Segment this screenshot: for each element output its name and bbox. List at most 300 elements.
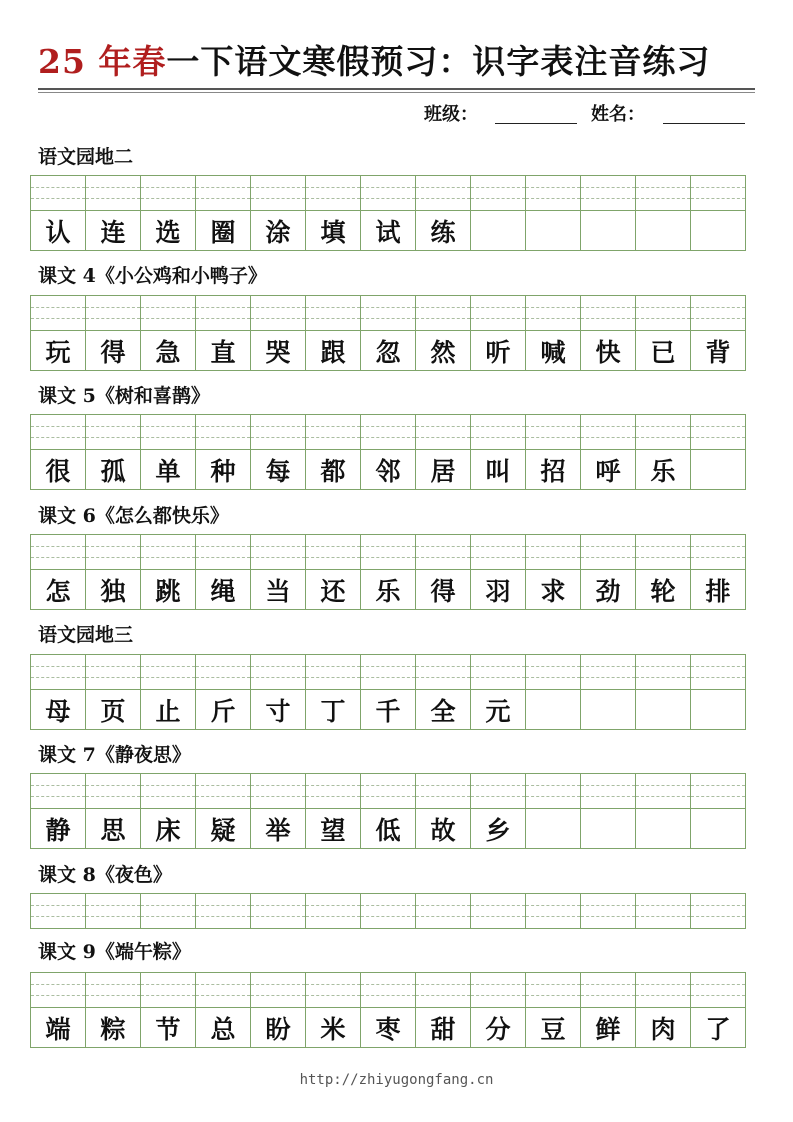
pinyin-writing-box[interactable] xyxy=(196,414,250,450)
pinyin-writing-box[interactable] xyxy=(196,654,250,690)
grid-cell xyxy=(31,295,86,371)
hanzi-char: 得 xyxy=(86,331,140,371)
pinyin-writing-box[interactable] xyxy=(251,972,305,1008)
pinyin-writing-box[interactable] xyxy=(691,893,745,929)
pinyin-writing-box[interactable] xyxy=(636,175,690,211)
pinyin-writing-box[interactable] xyxy=(691,534,745,570)
pinyin-writing-box[interactable] xyxy=(86,972,140,1008)
grid-cell xyxy=(196,773,251,849)
grid-cell xyxy=(31,773,86,849)
pinyin-writing-box[interactable] xyxy=(306,654,360,690)
pinyin-writing-box[interactable] xyxy=(251,893,305,929)
pinyin-writing-box[interactable] xyxy=(361,893,415,929)
grid-cell xyxy=(581,972,636,1048)
hanzi-char: 页 xyxy=(86,690,140,730)
pinyin-writing-box[interactable] xyxy=(636,414,690,450)
grid-cell xyxy=(526,175,581,251)
grid-cell xyxy=(251,175,306,251)
pinyin-writing-box[interactable] xyxy=(141,893,195,929)
pinyin-writing-box[interactable] xyxy=(196,972,250,1008)
hanzi-char xyxy=(691,211,745,251)
hanzi-char: 母 xyxy=(31,690,85,730)
grid-cell xyxy=(251,414,306,490)
pinyin-writing-box[interactable] xyxy=(141,972,195,1008)
pinyin-writing-box[interactable] xyxy=(196,773,250,809)
pinyin-writing-box[interactable] xyxy=(306,972,360,1008)
grid-cell xyxy=(691,175,746,251)
grid-cell xyxy=(86,414,141,490)
hanzi-char: 当 xyxy=(251,570,305,610)
pinyin-writing-box[interactable] xyxy=(471,893,525,929)
hanzi-char: 甜 xyxy=(416,1008,470,1048)
pinyin-writing-box[interactable] xyxy=(581,175,635,211)
pinyin-writing-box[interactable] xyxy=(471,175,525,211)
pinyin-writing-box[interactable] xyxy=(691,175,745,211)
hanzi-char: 豆 xyxy=(526,1008,580,1048)
hanzi-char xyxy=(636,809,690,849)
pinyin-writing-box[interactable] xyxy=(361,414,415,450)
hanzi-char: 静 xyxy=(31,809,85,849)
hanzi-char: 丁 xyxy=(306,690,360,730)
grid-cell xyxy=(251,534,306,610)
grid-cell xyxy=(306,893,361,929)
grid-cell xyxy=(526,654,581,730)
pinyin-writing-box[interactable] xyxy=(361,654,415,690)
pinyin-writing-box[interactable] xyxy=(196,295,250,331)
grid-cell xyxy=(306,773,361,849)
hanzi-char: 思 xyxy=(86,809,140,849)
hanzi-char: 快 xyxy=(581,331,635,371)
grid-cell xyxy=(306,175,361,251)
pinyin-writing-box[interactable] xyxy=(31,414,85,450)
hanzi-char: 听 xyxy=(471,331,525,371)
grid-cell xyxy=(416,654,471,730)
pinyin-writing-box[interactable] xyxy=(416,295,470,331)
practice-grid xyxy=(30,654,746,730)
practice-grid xyxy=(30,414,746,490)
hanzi-char: 乡 xyxy=(471,809,525,849)
pinyin-writing-box[interactable] xyxy=(471,773,525,809)
hanzi-char: 元 xyxy=(471,690,525,730)
grid-cell xyxy=(526,972,581,1048)
pinyin-writing-box[interactable] xyxy=(251,414,305,450)
pinyin-writing-box[interactable] xyxy=(526,175,580,211)
grid-cell xyxy=(581,654,636,730)
grid-cell xyxy=(416,972,471,1048)
hanzi-char xyxy=(526,690,580,730)
pinyin-writing-box[interactable] xyxy=(636,893,690,929)
pinyin-writing-box[interactable] xyxy=(636,972,690,1008)
grid-cell xyxy=(306,534,361,610)
pinyin-writing-box[interactable] xyxy=(361,295,415,331)
pinyin-writing-box[interactable] xyxy=(691,972,745,1008)
grid-cell xyxy=(416,893,471,929)
grid-cell xyxy=(636,414,691,490)
grid-cell xyxy=(526,534,581,610)
hanzi-char: 圈 xyxy=(196,211,250,251)
practice-grid xyxy=(30,773,746,849)
grid-cell xyxy=(416,414,471,490)
pinyin-writing-box[interactable] xyxy=(526,773,580,809)
grid-cell xyxy=(416,773,471,849)
hanzi-char: 直 xyxy=(196,331,250,371)
hanzi-char xyxy=(581,211,635,251)
hanzi-char: 枣 xyxy=(361,1008,415,1048)
hanzi-char: 叫 xyxy=(471,450,525,490)
grid-cell xyxy=(691,534,746,610)
section-heading: 课文 5《树和喜鹊》 xyxy=(38,385,210,407)
pinyin-writing-box[interactable] xyxy=(581,654,635,690)
practice-grid xyxy=(30,175,746,251)
grid-cell xyxy=(141,175,196,251)
grid-cell xyxy=(416,534,471,610)
grid-cell xyxy=(471,773,526,849)
hanzi-char: 疑 xyxy=(196,809,250,849)
pinyin-writing-box[interactable] xyxy=(306,295,360,331)
grid-cell xyxy=(691,972,746,1048)
hanzi-char: 鲜 xyxy=(581,1008,635,1048)
hanzi-char: 急 xyxy=(141,331,195,371)
hanzi-char: 玩 xyxy=(31,331,85,371)
pinyin-writing-box[interactable] xyxy=(526,654,580,690)
pinyin-writing-box[interactable] xyxy=(416,534,470,570)
grid-cell xyxy=(86,295,141,371)
hanzi-char xyxy=(636,211,690,251)
pinyin-writing-box[interactable] xyxy=(251,175,305,211)
pinyin-writing-box[interactable] xyxy=(86,893,140,929)
grid-cell xyxy=(196,654,251,730)
grid-cell xyxy=(251,773,306,849)
pinyin-writing-box[interactable] xyxy=(471,295,525,331)
pinyin-writing-box[interactable] xyxy=(86,654,140,690)
hanzi-char: 故 xyxy=(416,809,470,849)
grid-cell xyxy=(361,773,416,849)
grid-cell xyxy=(581,773,636,849)
pinyin-writing-box[interactable] xyxy=(636,654,690,690)
hanzi-char: 排 xyxy=(691,570,745,610)
grid-cell xyxy=(581,175,636,251)
pinyin-writing-box[interactable] xyxy=(86,295,140,331)
grid-cell xyxy=(416,175,471,251)
grid-cell xyxy=(636,654,691,730)
section-heading: 语文园地三 xyxy=(38,624,134,646)
pinyin-writing-box[interactable] xyxy=(416,654,470,690)
pinyin-writing-box[interactable] xyxy=(141,773,195,809)
hanzi-char: 孤 xyxy=(86,450,140,490)
grid-cell xyxy=(31,972,86,1048)
hanzi-char: 背 xyxy=(691,331,745,371)
hanzi-char: 节 xyxy=(141,1008,195,1048)
title-rule xyxy=(38,88,755,90)
hanzi-char xyxy=(691,450,745,490)
grid-cell xyxy=(31,654,86,730)
pinyin-writing-box[interactable] xyxy=(636,534,690,570)
hanzi-char: 端 xyxy=(31,1008,85,1048)
hanzi-char: 乐 xyxy=(361,570,415,610)
section-heading: 课文 6《怎么都快乐》 xyxy=(38,505,229,527)
grid-cell xyxy=(471,295,526,371)
grid-cell xyxy=(86,893,141,929)
pinyin-writing-box[interactable] xyxy=(471,534,525,570)
pinyin-writing-box[interactable] xyxy=(251,534,305,570)
hanzi-char: 试 xyxy=(361,211,415,251)
pinyin-writing-box[interactable] xyxy=(31,654,85,690)
grid-cell xyxy=(636,295,691,371)
hanzi-char: 分 xyxy=(471,1008,525,1048)
hanzi-char: 都 xyxy=(306,450,360,490)
practice-grid xyxy=(30,295,746,371)
grid-cell xyxy=(31,893,86,929)
grid-cell xyxy=(251,295,306,371)
pinyin-writing-box[interactable] xyxy=(526,893,580,929)
grid-cell xyxy=(581,534,636,610)
hanzi-char: 连 xyxy=(86,211,140,251)
pinyin-writing-box[interactable] xyxy=(86,534,140,570)
hanzi-char: 盼 xyxy=(251,1008,305,1048)
pinyin-writing-box[interactable] xyxy=(361,175,415,211)
hanzi-char: 止 xyxy=(141,690,195,730)
hanzi-char: 呼 xyxy=(581,450,635,490)
hanzi-char: 涂 xyxy=(251,211,305,251)
hanzi-char: 举 xyxy=(251,809,305,849)
hanzi-char xyxy=(526,809,580,849)
hanzi-char: 每 xyxy=(251,450,305,490)
hanzi-char: 怎 xyxy=(31,570,85,610)
pinyin-writing-box[interactable] xyxy=(306,534,360,570)
pinyin-writing-box[interactable] xyxy=(691,773,745,809)
pinyin-writing-box[interactable] xyxy=(471,972,525,1008)
pinyin-writing-box[interactable] xyxy=(471,654,525,690)
grid-cell xyxy=(691,295,746,371)
hanzi-char: 米 xyxy=(306,1008,360,1048)
hanzi-char: 然 xyxy=(416,331,470,371)
hanzi-char: 居 xyxy=(416,450,470,490)
hanzi-char: 跳 xyxy=(141,570,195,610)
grid-cell xyxy=(416,295,471,371)
pinyin-writing-box[interactable] xyxy=(31,175,85,211)
hanzi-char: 独 xyxy=(86,570,140,610)
grid-cell xyxy=(361,893,416,929)
pinyin-writing-box[interactable] xyxy=(86,773,140,809)
grid-cell xyxy=(581,893,636,929)
hanzi-char: 得 xyxy=(416,570,470,610)
grid-cell xyxy=(86,654,141,730)
section-heading: 课文 4《小公鸡和小鸭子》 xyxy=(38,265,267,287)
hanzi-char: 总 xyxy=(196,1008,250,1048)
section-heading: 课文 8《夜色》 xyxy=(38,864,172,886)
hanzi-char: 种 xyxy=(196,450,250,490)
pinyin-writing-box[interactable] xyxy=(581,295,635,331)
hanzi-char: 了 xyxy=(691,1008,745,1048)
hanzi-char: 练 xyxy=(416,211,470,251)
hanzi-char: 还 xyxy=(306,570,360,610)
pinyin-writing-box[interactable] xyxy=(306,773,360,809)
pinyin-writing-box[interactable] xyxy=(526,414,580,450)
section-heading: 语文园地二 xyxy=(38,146,134,168)
hanzi-char: 很 xyxy=(31,450,85,490)
grid-cell xyxy=(141,414,196,490)
grid-cell xyxy=(581,414,636,490)
pinyin-writing-box[interactable] xyxy=(196,893,250,929)
hanzi-char: 羽 xyxy=(471,570,525,610)
grid-cell xyxy=(361,414,416,490)
class-field[interactable] xyxy=(495,123,577,124)
grid-cell xyxy=(526,414,581,490)
grid-cell xyxy=(306,654,361,730)
hanzi-char: 千 xyxy=(361,690,415,730)
hanzi-char: 忽 xyxy=(361,331,415,371)
grid-cell xyxy=(581,295,636,371)
hanzi-char: 斤 xyxy=(196,690,250,730)
hanzi-char: 喊 xyxy=(526,331,580,371)
pinyin-writing-box[interactable] xyxy=(581,534,635,570)
practice-grid xyxy=(30,972,746,1048)
grid-cell xyxy=(31,534,86,610)
pinyin-writing-box[interactable] xyxy=(691,654,745,690)
pinyin-writing-box[interactable] xyxy=(581,972,635,1008)
pinyin-writing-box[interactable] xyxy=(581,893,635,929)
pinyin-writing-box[interactable] xyxy=(416,175,470,211)
grid-cell xyxy=(636,972,691,1048)
hanzi-char: 全 xyxy=(416,690,470,730)
pinyin-writing-box[interactable] xyxy=(526,972,580,1008)
pinyin-writing-box[interactable] xyxy=(306,414,360,450)
pinyin-writing-box[interactable] xyxy=(31,972,85,1008)
pinyin-writing-box[interactable] xyxy=(361,534,415,570)
grid-cell xyxy=(636,893,691,929)
grid-cell xyxy=(526,773,581,849)
grid-cell xyxy=(31,414,86,490)
pinyin-writing-box[interactable] xyxy=(86,175,140,211)
pinyin-writing-box[interactable] xyxy=(416,893,470,929)
pinyin-writing-box[interactable] xyxy=(141,295,195,331)
pinyin-writing-box[interactable] xyxy=(141,534,195,570)
hanzi-char xyxy=(471,211,525,251)
title-main: 一下语文寒假预习：识字表注音练习 xyxy=(166,42,711,81)
hanzi-char: 跟 xyxy=(306,331,360,371)
grid-cell xyxy=(361,295,416,371)
grid-cell xyxy=(251,654,306,730)
grid-cell xyxy=(196,175,251,251)
practice-grid xyxy=(30,893,746,929)
pinyin-writing-box[interactable] xyxy=(416,972,470,1008)
grid-cell xyxy=(636,534,691,610)
hanzi-char: 望 xyxy=(306,809,360,849)
grid-cell xyxy=(471,534,526,610)
pinyin-writing-box[interactable] xyxy=(361,773,415,809)
pinyin-writing-box[interactable] xyxy=(31,534,85,570)
title-prefix: 25 年春 xyxy=(38,42,167,81)
hanzi-char: 肉 xyxy=(636,1008,690,1048)
grid-cell xyxy=(691,414,746,490)
pinyin-writing-box[interactable] xyxy=(581,414,635,450)
title-rule-thin xyxy=(38,92,755,93)
grid-cell xyxy=(471,972,526,1048)
hanzi-char: 认 xyxy=(31,211,85,251)
pinyin-writing-box[interactable] xyxy=(251,773,305,809)
hanzi-char: 寸 xyxy=(251,690,305,730)
grid-cell xyxy=(361,972,416,1048)
pinyin-writing-box[interactable] xyxy=(636,295,690,331)
pinyin-writing-box[interactable] xyxy=(196,175,250,211)
hanzi-char: 床 xyxy=(141,809,195,849)
pinyin-writing-box[interactable] xyxy=(361,972,415,1008)
pinyin-writing-box[interactable] xyxy=(86,414,140,450)
grid-cell xyxy=(86,972,141,1048)
hanzi-char xyxy=(581,690,635,730)
hanzi-char: 单 xyxy=(141,450,195,490)
grid-cell xyxy=(361,534,416,610)
grid-cell xyxy=(526,893,581,929)
name-field[interactable] xyxy=(663,123,745,124)
hanzi-char: 哭 xyxy=(251,331,305,371)
grid-cell xyxy=(471,175,526,251)
grid-cell xyxy=(196,972,251,1048)
pinyin-writing-box[interactable] xyxy=(141,175,195,211)
grid-cell xyxy=(471,414,526,490)
hanzi-char: 轮 xyxy=(636,570,690,610)
section-heading: 课文 9《端午粽》 xyxy=(38,941,191,963)
hanzi-char: 选 xyxy=(141,211,195,251)
pinyin-writing-box[interactable] xyxy=(691,414,745,450)
hanzi-char xyxy=(636,690,690,730)
grid-cell xyxy=(471,654,526,730)
grid-cell xyxy=(141,295,196,371)
grid-cell xyxy=(361,175,416,251)
pinyin-writing-box[interactable] xyxy=(251,295,305,331)
hanzi-char xyxy=(581,809,635,849)
pinyin-writing-box[interactable] xyxy=(416,414,470,450)
pinyin-writing-box[interactable] xyxy=(141,414,195,450)
grid-cell xyxy=(636,175,691,251)
pinyin-writing-box[interactable] xyxy=(581,773,635,809)
pinyin-writing-box[interactable] xyxy=(196,534,250,570)
pinyin-writing-box[interactable] xyxy=(691,295,745,331)
grid-cell xyxy=(31,175,86,251)
grid-cell xyxy=(251,893,306,929)
grid-cell xyxy=(141,654,196,730)
pinyin-writing-box[interactable] xyxy=(31,893,85,929)
hanzi-char xyxy=(526,211,580,251)
pinyin-writing-box[interactable] xyxy=(526,295,580,331)
page-title xyxy=(38,36,710,83)
pinyin-writing-box[interactable] xyxy=(526,534,580,570)
pinyin-writing-box[interactable] xyxy=(31,773,85,809)
grid-cell xyxy=(471,893,526,929)
pinyin-writing-box[interactable] xyxy=(251,654,305,690)
grid-cell xyxy=(526,295,581,371)
name-label: 姓名： xyxy=(591,104,645,125)
pinyin-writing-box[interactable] xyxy=(31,295,85,331)
grid-cell xyxy=(306,414,361,490)
pinyin-writing-box[interactable] xyxy=(141,654,195,690)
pinyin-writing-box[interactable] xyxy=(306,175,360,211)
pinyin-writing-box[interactable] xyxy=(636,773,690,809)
hanzi-char: 填 xyxy=(306,211,360,251)
hanzi-char xyxy=(691,809,745,849)
grid-cell xyxy=(141,773,196,849)
pinyin-writing-box[interactable] xyxy=(416,773,470,809)
pinyin-writing-box[interactable] xyxy=(306,893,360,929)
grid-cell xyxy=(691,773,746,849)
hanzi-char: 招 xyxy=(526,450,580,490)
hanzi-char: 邻 xyxy=(361,450,415,490)
grid-cell xyxy=(691,654,746,730)
grid-cell xyxy=(306,295,361,371)
grid-cell xyxy=(196,893,251,929)
pinyin-writing-box[interactable] xyxy=(471,414,525,450)
section-heading: 课文 7《静夜思》 xyxy=(38,744,191,766)
